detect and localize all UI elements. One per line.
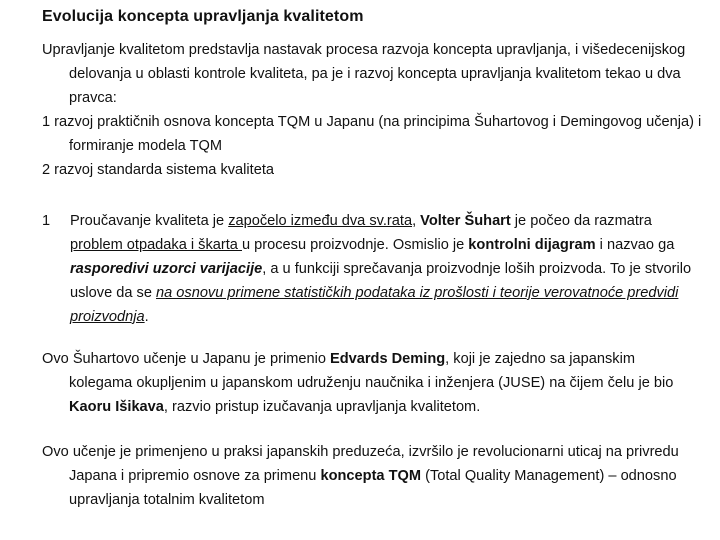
deming-paragraph-body [42, 347, 702, 419]
paragraph-text: , koji je zajedno sa japanskim kolegama okupljenim u japanskom udruženju naučnika i inženjera (JUSE) na čijem čelu je bio [69, 351, 674, 391]
item-text: Proučavanje kvaliteta je [70, 213, 229, 229]
item-bold-name: Volter Šuhart [420, 213, 511, 229]
intro-point-1: 1 razvoj praktičnih osnova koncepta TQM u Japanu (na principima Šuhartovog i Demingovog učenja) i formiranje modela TQM [42, 114, 702, 154]
item-text: , a u funkciji sprečavanja proizvodnje loših proizvoda. To je stvorilo uslove da se [70, 261, 692, 301]
paragraph-text: Ovo Šuhartovo učenje u Japanu je primenio [42, 351, 330, 367]
tqm-paragraph [42, 440, 702, 512]
intro-section [42, 38, 702, 182]
paragraph-text: , razvio pristup izučavanja upravljanja kvalitetom. [163, 399, 481, 415]
paragraph-bold-term: koncepta TQM [320, 468, 422, 484]
numbered-item-1 [42, 209, 702, 329]
tqm-paragraph-body [42, 440, 702, 512]
intro-paragraph: Upravljanje kvalitetom predstavlja nastavak procesa razvoja koncepta upravljanja, i višedecenijskog delovanja u oblasti kontrole kvaliteta, pa je i razvoj koncepta upravljanja kvalitetom tekao u dva pravca: [42, 42, 686, 106]
item-underlined-italic-text: na osnovu primene statističkih podataka iz prošlosti i teorije verovatnoće predvidi proizvodnja [70, 285, 679, 325]
paragraph-bold-name: Kaoru Išikava [69, 399, 164, 415]
item-text: , [412, 213, 421, 229]
item-text: je počeo da razmatra [510, 213, 652, 229]
deming-paragraph [42, 347, 702, 419]
item-text: . [144, 309, 149, 325]
item-text: u procesu proizvodnje. Osmislio je [241, 237, 469, 253]
paragraph-text: (Total Quality Management) – odnosno upravljanja totalnim kvalitetom [69, 468, 677, 508]
item-number: 1 [42, 213, 51, 229]
item-bold-italic-term: rasporedivi uzorci varijacije [70, 261, 263, 277]
slide-title: Evolucija koncepta upravljanja kvalitetom [42, 8, 364, 25]
paragraph-bold-name: Edvards Deming [330, 351, 446, 367]
numbered-item-body [42, 209, 702, 329]
item-bold-term: kontrolni dijagram [468, 237, 596, 253]
item-underlined-text: započelo između dva sv.rata [228, 213, 413, 229]
item-underlined-text: problem otpadaka i škarta [70, 237, 242, 253]
intro-point-2: 2 razvoj standarda sistema kvaliteta [42, 162, 274, 178]
paragraph-text: Ovo učenje je primenjeno u praksi japanskih preduzeća, izvršilo je revolucionarni uticaj na privredu Japana i pripremio osnove za primenu [42, 444, 679, 484]
item-text: i nazvao ga [595, 237, 675, 253]
